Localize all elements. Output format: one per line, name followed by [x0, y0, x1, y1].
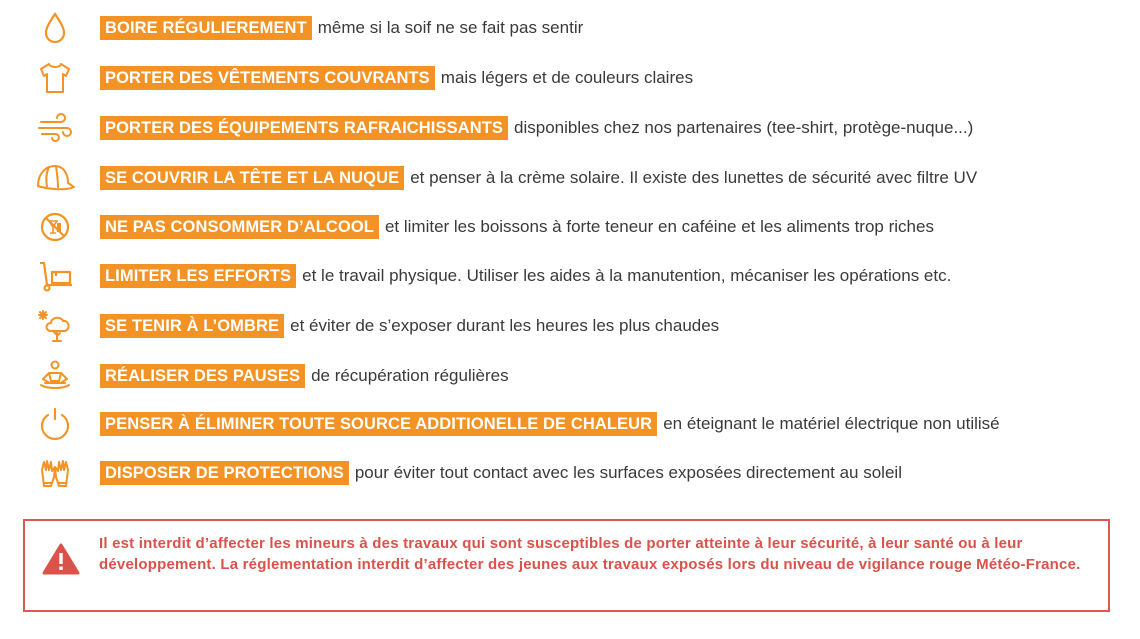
tshirt-icon [32, 58, 78, 98]
advice-text: disponibles chez nos partenaires (tee-shirt, protège-nuque...) [514, 118, 974, 137]
advice-text: et le travail physique. Utiliser les aides à la manutention, mécaniser les opérations etc. [302, 266, 952, 285]
power-icon [32, 404, 78, 444]
advice-text: mais légers et de couleurs claires [440, 68, 694, 87]
advice-text: et éviter de s’exposer durant les heures les plus chaudes [290, 316, 720, 335]
list-item [0, 108, 1140, 148]
meditation-icon [32, 356, 78, 396]
advice-tag: SE COUVRIR LA TÊTE ET LA NUQUE [100, 166, 404, 190]
advice-tag: PORTER DES VÊTEMENTS COUVRANTS [100, 66, 435, 90]
list-item [0, 356, 1140, 396]
advice-tag: LIMITER LES EFFORTS [100, 264, 296, 288]
advice-text: en éteignant le matériel électrique non utilisé [663, 414, 1000, 433]
list-item [0, 306, 1140, 346]
advice-text: pour éviter tout contact avec les surfaces exposées directement au soleil [354, 463, 902, 482]
advice-tag: PORTER DES ÉQUIPEMENTS RAFRAICHISSANTS [100, 116, 508, 140]
warning-triangle-icon [39, 539, 83, 579]
list-item [0, 58, 1140, 98]
advice-text: et limiter les boissons à forte teneur en caféine et les aliments trop riches [384, 217, 934, 236]
warning-box [23, 519, 1110, 612]
advice-tag: BOIRE RÉGULIEREMENT [100, 16, 312, 40]
shade-tree-icon [32, 306, 78, 346]
advice-tag: SE TENIR À L’OMBRE [100, 314, 284, 338]
advice-tag: NE PAS CONSOMMER D’ALCOOL [100, 215, 379, 239]
advice-tag: DISPOSER DE PROTECTIONS [100, 461, 349, 485]
list-item [0, 207, 1140, 247]
advice-tag: PENSER À ÉLIMINER TOUTE SOURCE ADDITIONELLE DE CHALEUR [100, 412, 657, 436]
wind-icon [32, 108, 78, 148]
list-item [0, 404, 1140, 444]
warning-text: Il est interdit d’affecter les mineurs à des travaux qui sont susceptibles de porter atteinte à leur sécurité, à leur santé ou à leur développement. La réglementation interdit d’affecter des jeunes aux travaux exposés lors du niveau de vigilance rouge Météo-France. [99, 535, 1081, 573]
water-drop-icon [32, 8, 78, 48]
gloves-icon [32, 453, 78, 493]
cap-icon [32, 158, 78, 198]
advice-tag: RÉALISER DES PAUSES [100, 364, 305, 388]
list-item [0, 453, 1140, 493]
list-item [0, 8, 1140, 48]
advice-text: même si la soif ne se fait pas sentir [317, 18, 584, 37]
list-item [0, 158, 1140, 198]
no-alcohol-icon [32, 207, 78, 247]
advice-text: de récupération régulières [311, 366, 509, 385]
advice-text: et penser à la crème solaire. Il existe des lunettes de sécurité avec filtre UV [410, 168, 978, 187]
hand-truck-icon [32, 256, 78, 296]
list-item [0, 256, 1140, 296]
